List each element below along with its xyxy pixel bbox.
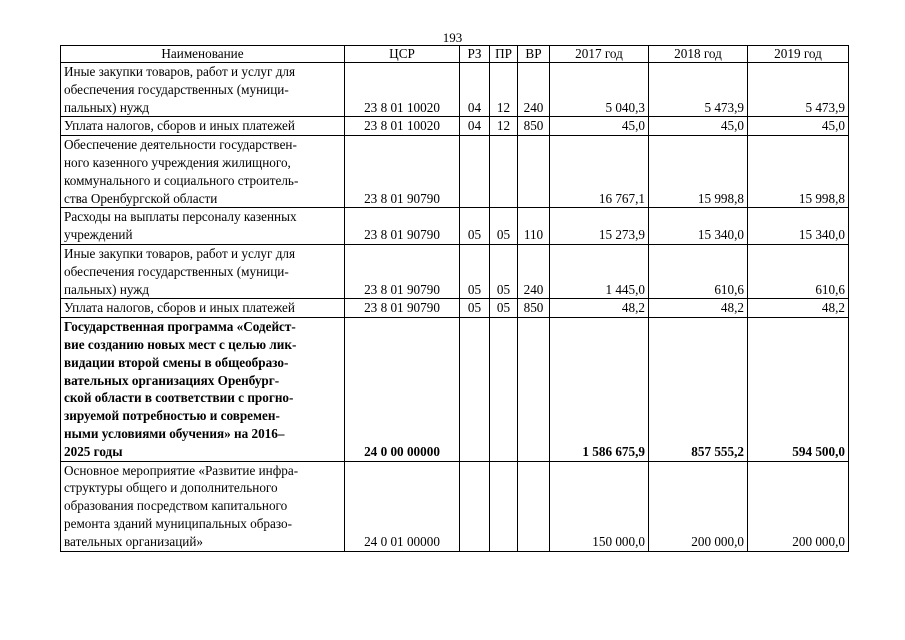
row-name-line: пальных) нужд bbox=[64, 99, 150, 115]
row-name-line: ской области в соответствии с прогно- bbox=[64, 390, 294, 406]
row-vr: 240 bbox=[518, 244, 550, 298]
row-name-line: Уплата налогов, сборов и иных платежей bbox=[64, 300, 295, 316]
table-row bbox=[61, 136, 849, 208]
row-name-line: обеспечения государственных (муници- bbox=[64, 263, 289, 279]
table-row bbox=[61, 299, 849, 318]
row-value-2018: 5 473,9 bbox=[649, 63, 748, 117]
row-value-2017: 16 767,1 bbox=[550, 136, 649, 208]
table-row bbox=[61, 63, 849, 117]
row-vr bbox=[518, 461, 550, 551]
row-name-line: Уплата налогов, сборов и иных платежей bbox=[64, 118, 295, 134]
row-name-line: ного казенного учреждения жилищного, bbox=[64, 154, 291, 170]
row-name-line: 2025 годы bbox=[64, 443, 123, 459]
row-name-line: ремонта зданий муниципальных образо- bbox=[64, 515, 292, 531]
row-name-line: коммунального и социального строитель- bbox=[64, 172, 299, 188]
row-csr: 24 0 01 00000 bbox=[345, 461, 460, 551]
row-rz: 04 bbox=[460, 117, 490, 136]
row-name-line: структуры общего и дополнительного bbox=[64, 480, 278, 496]
row-csr: 23 8 01 90790 bbox=[345, 208, 460, 245]
row-pr: 12 bbox=[490, 117, 518, 136]
row-rz: 05 bbox=[460, 208, 490, 245]
row-name-line: Основное мероприятие «Развитие инфра- bbox=[64, 462, 299, 478]
row-name bbox=[61, 208, 345, 245]
row-pr bbox=[490, 461, 518, 551]
row-vr: 850 bbox=[518, 117, 550, 136]
row-name bbox=[61, 117, 345, 136]
header-name: Наименование bbox=[61, 46, 345, 63]
row-value-2018: 45,0 bbox=[649, 117, 748, 136]
row-name-line: обеспечения государственных (муници- bbox=[64, 81, 289, 97]
header-vr: ВР bbox=[518, 46, 550, 63]
row-name-line: образования посредством капитального bbox=[64, 498, 288, 514]
row-rz: 05 bbox=[460, 299, 490, 318]
row-name-line: Государственная программа «Содейст- bbox=[64, 319, 296, 335]
header-2017: 2017 год bbox=[550, 46, 649, 63]
row-name-line: ства Оренбургской области bbox=[64, 190, 218, 206]
row-value-2019: 594 500,0 bbox=[748, 318, 849, 461]
row-name-line: учреждений bbox=[64, 227, 133, 243]
table-row bbox=[61, 117, 849, 136]
row-rz: 05 bbox=[460, 244, 490, 298]
row-value-2018: 15 340,0 bbox=[649, 208, 748, 245]
row-rz bbox=[460, 136, 490, 208]
row-value-2018: 200 000,0 bbox=[649, 461, 748, 551]
row-name-line: видации второй смены в общеобразо- bbox=[64, 354, 289, 370]
row-rz bbox=[460, 318, 490, 461]
row-value-2018: 48,2 bbox=[649, 299, 748, 318]
row-csr: 23 8 01 90790 bbox=[345, 299, 460, 318]
row-value-2019: 15 998,8 bbox=[748, 136, 849, 208]
row-rz bbox=[460, 461, 490, 551]
row-pr: 05 bbox=[490, 299, 518, 318]
row-value-2019: 45,0 bbox=[748, 117, 849, 136]
row-value-2019: 48,2 bbox=[748, 299, 849, 318]
row-value-2019: 200 000,0 bbox=[748, 461, 849, 551]
row-vr bbox=[518, 136, 550, 208]
row-value-2017: 1 586 675,9 bbox=[550, 318, 649, 461]
row-value-2017: 48,2 bbox=[550, 299, 649, 318]
row-name bbox=[61, 244, 345, 298]
row-name bbox=[61, 461, 345, 551]
row-pr bbox=[490, 318, 518, 461]
row-value-2017: 1 445,0 bbox=[550, 244, 649, 298]
row-value-2017: 5 040,3 bbox=[550, 63, 649, 117]
row-pr bbox=[490, 136, 518, 208]
budget-table bbox=[60, 45, 849, 552]
row-name-line: пальных) нужд bbox=[64, 281, 150, 297]
row-value-2019: 15 340,0 bbox=[748, 208, 849, 245]
page-number: 193 bbox=[442, 30, 463, 45]
row-vr: 850 bbox=[518, 299, 550, 318]
row-csr: 24 0 00 00000 bbox=[345, 318, 460, 461]
row-pr: 05 bbox=[490, 208, 518, 245]
row-name-line: Иные закупки товаров, работ и услуг для bbox=[64, 245, 296, 261]
header-2018: 2018 год bbox=[649, 46, 748, 63]
row-name-line: вательных организаций» bbox=[64, 533, 203, 549]
header-rz: РЗ bbox=[460, 46, 490, 63]
table-row bbox=[61, 318, 849, 461]
row-name bbox=[61, 136, 345, 208]
row-name bbox=[61, 63, 345, 117]
header-row bbox=[61, 46, 849, 63]
row-value-2018: 15 998,8 bbox=[649, 136, 748, 208]
row-name bbox=[61, 299, 345, 318]
table-row bbox=[61, 208, 849, 245]
row-value-2019: 610,6 bbox=[748, 244, 849, 298]
row-value-2019: 5 473,9 bbox=[748, 63, 849, 117]
row-csr: 23 8 01 90790 bbox=[345, 136, 460, 208]
row-value-2017: 45,0 bbox=[550, 117, 649, 136]
row-csr: 23 8 01 90790 bbox=[345, 244, 460, 298]
row-name bbox=[61, 318, 345, 461]
row-vr: 110 bbox=[518, 208, 550, 245]
row-value-2018: 610,6 bbox=[649, 244, 748, 298]
row-name-line: Обеспечение деятельности государствен- bbox=[64, 137, 297, 153]
row-name-line: вие созданию новых мест с целью лик- bbox=[64, 336, 297, 352]
row-pr: 05 bbox=[490, 244, 518, 298]
row-value-2017: 15 273,9 bbox=[550, 208, 649, 245]
table-row bbox=[61, 461, 849, 551]
header-pr: ПР bbox=[490, 46, 518, 63]
row-vr bbox=[518, 318, 550, 461]
row-pr: 12 bbox=[490, 63, 518, 117]
row-name-line: Расходы на выплаты персоналу казенных bbox=[64, 209, 297, 225]
row-value-2018: 857 555,2 bbox=[649, 318, 748, 461]
row-rz: 04 bbox=[460, 63, 490, 117]
row-csr: 23 8 01 10020 bbox=[345, 63, 460, 117]
header-csr: ЦСР bbox=[345, 46, 460, 63]
row-vr: 240 bbox=[518, 63, 550, 117]
row-name-line: Иные закупки товаров, работ и услуг для bbox=[64, 64, 296, 79]
row-name-line: вательных организациях Оренбург- bbox=[64, 372, 280, 388]
row-name-line: зируемой потребностью и современ- bbox=[64, 408, 280, 424]
row-name-line: ными условиями обучения» на 2016– bbox=[64, 425, 285, 441]
row-value-2017: 150 000,0 bbox=[550, 461, 649, 551]
table-row bbox=[61, 244, 849, 298]
row-csr: 23 8 01 10020 bbox=[345, 117, 460, 136]
header-2019: 2019 год bbox=[748, 46, 849, 63]
